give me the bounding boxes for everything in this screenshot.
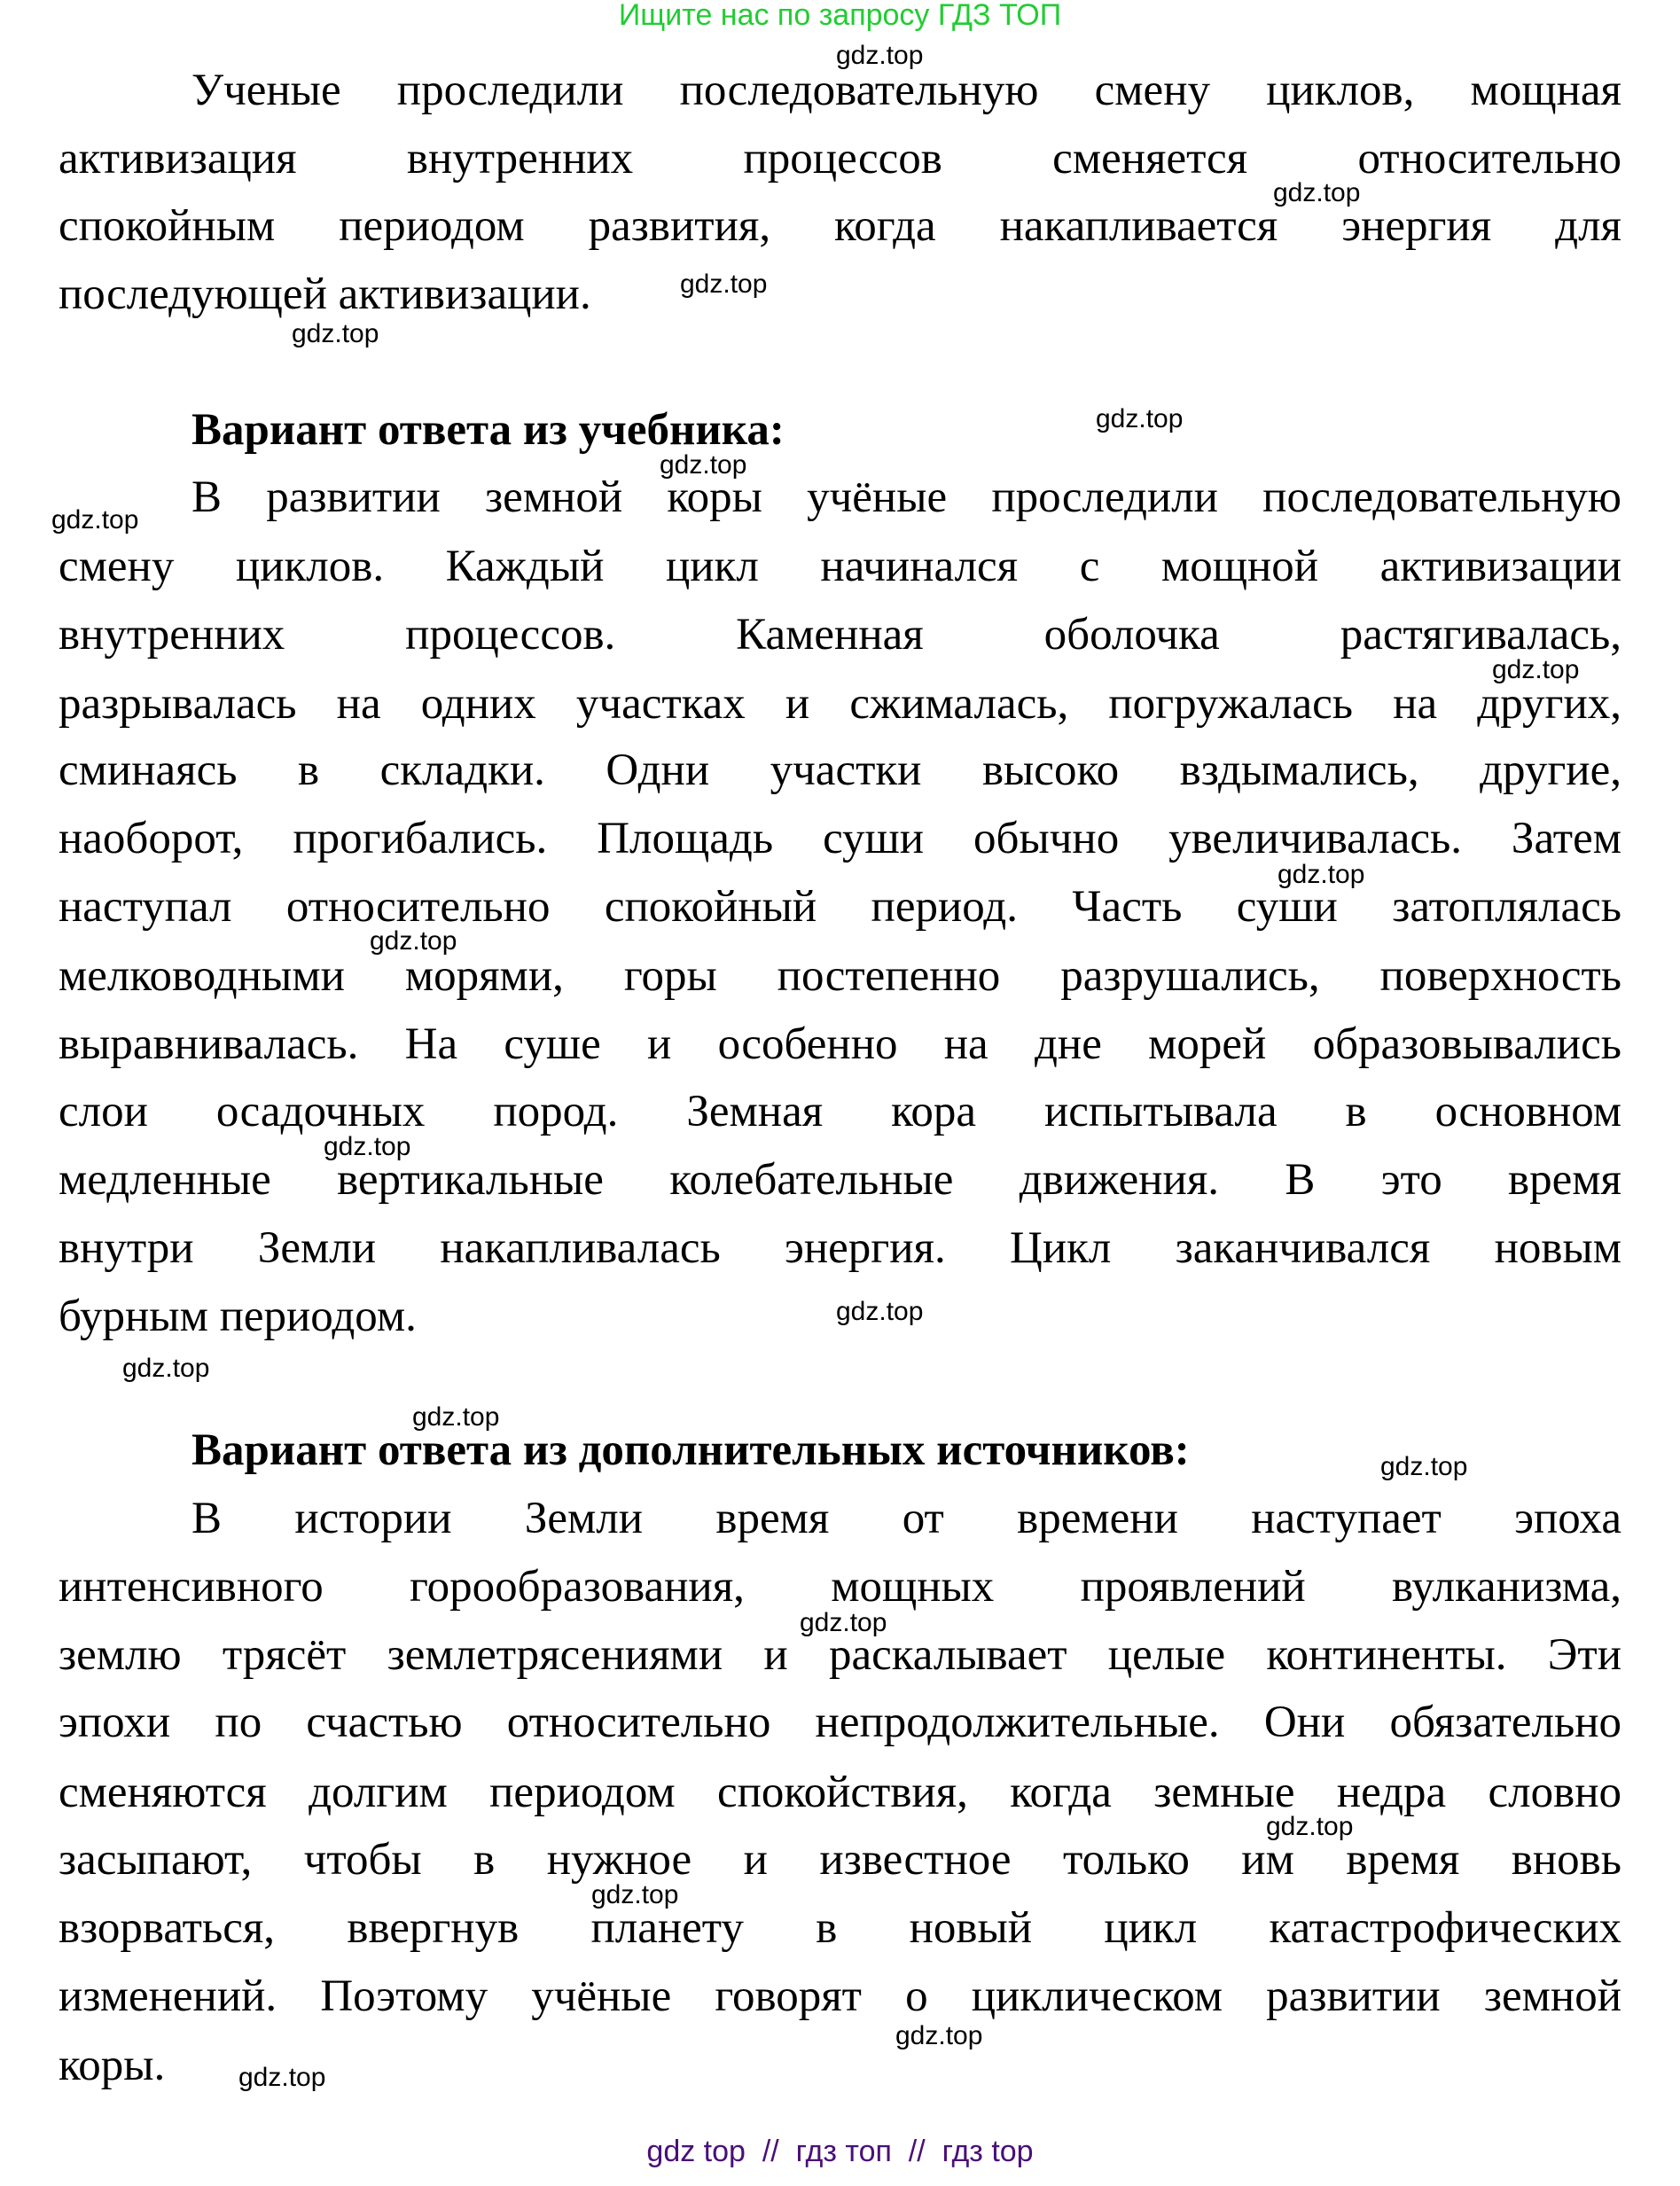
- watermark: gdz.top: [836, 41, 924, 70]
- intro-line: последующей активизации.: [59, 269, 591, 319]
- answer-line: медленные вертикальные колебательные движения. В это время: [59, 1155, 1621, 1205]
- answer-line: изменений. Поэтому учёные говорят о циклическом развитии земной: [59, 1971, 1621, 2021]
- intro-line: активизация внутренних процессов сменяется относительно: [59, 134, 1621, 183]
- watermark: gdz.top: [1492, 655, 1580, 684]
- watermark: gdz.top: [836, 1297, 924, 1326]
- watermark: gdz.top: [238, 2063, 326, 2092]
- footer-links: gdz top // гдз топ // гдз top: [646, 2135, 1034, 2168]
- answer-line: выравнивалась. На суше и особенно на дне морей образовывались: [59, 1019, 1621, 1069]
- watermark: gdz.top: [412, 1402, 500, 1432]
- watermark: gdz.top: [591, 1880, 679, 1909]
- answer-line: слои осадочных пород. Земная кора испытывала в основном: [59, 1087, 1621, 1136]
- answer-line: интенсивного горообразования, мощных проявлений вулканизма,: [59, 1562, 1621, 1612]
- watermark: gdz.top: [1096, 404, 1184, 433]
- watermark: gdz.top: [1266, 1812, 1354, 1841]
- extra-answer-heading: Вариант ответа из дополнительных источников:: [191, 1425, 1190, 1475]
- answer-line: засыпают, чтобы в нужное и известное только им время вновь: [59, 1835, 1621, 1885]
- answer-line: наоборот, прогибались. Площадь суши обычно увеличивалась. Затем: [59, 814, 1621, 863]
- watermark: gdz.top: [1380, 1452, 1468, 1481]
- watermark: gdz.top: [680, 269, 768, 299]
- intro-line: Ученые проследили последовательную смену циклов, мощная: [191, 66, 1621, 115]
- search-hint-banner: Ищите нас по запросу ГДЗ ТОП: [618, 0, 1062, 32]
- answer-line: наступал относительно спокойный период. Часть суши затоплялась: [59, 882, 1621, 932]
- answer-line: эпохи по счастью относительно непродолжительные. Они обязательно: [59, 1698, 1621, 1747]
- watermark: gdz.top: [800, 1608, 887, 1637]
- answer-line: землю трясёт землетрясениями и раскалывает целые континенты. Эти: [59, 1630, 1621, 1680]
- answer-line: взорваться, ввергнув планету в новый цикл катастрофических: [59, 1903, 1621, 1953]
- answer-line: мелководными морями, горы постепенно разрушались, поверхность: [59, 951, 1621, 1001]
- watermark: gdz.top: [895, 2021, 983, 2050]
- answer-line: внутри Земли накапливалась энергия. Цикл заканчивался новым: [59, 1223, 1621, 1273]
- watermark: gdz.top: [1278, 860, 1365, 889]
- watermark: gdz.top: [292, 319, 379, 348]
- answer-line: смену циклов. Каждый цикл начинался с мощной активизации: [59, 542, 1621, 591]
- watermark: gdz.top: [1273, 178, 1361, 207]
- answer-line: внутренних процессов. Каменная оболочка растягивалась,: [59, 610, 1621, 660]
- intro-line: спокойным периодом развития, когда накапливается энергия для: [59, 201, 1621, 251]
- watermark: gdz.top: [122, 1354, 210, 1383]
- answer-line: В истории Земли время от времени наступает эпоха: [191, 1494, 1621, 1543]
- answer-line: коры.: [59, 2041, 166, 2090]
- watermark: gdz.top: [51, 505, 139, 535]
- watermark: gdz.top: [324, 1132, 411, 1161]
- answer-line: бурным периодом.: [59, 1292, 417, 1341]
- answer-line: сминаясь в складки. Одни участки высоко вздымались, другие,: [59, 746, 1621, 795]
- answer-line: разрывалась на одних участках и сжималась, погружалась на других,: [59, 679, 1621, 729]
- textbook-answer-heading: Вариант ответа из учебника:: [191, 405, 785, 455]
- watermark: gdz.top: [370, 926, 457, 956]
- answer-line: В развитии земной коры учёные проследили последовательную: [191, 472, 1621, 522]
- answer-line: сменяются долгим периодом спокойствия, когда земные недра словно: [59, 1768, 1621, 1817]
- watermark: gdz.top: [660, 450, 747, 480]
